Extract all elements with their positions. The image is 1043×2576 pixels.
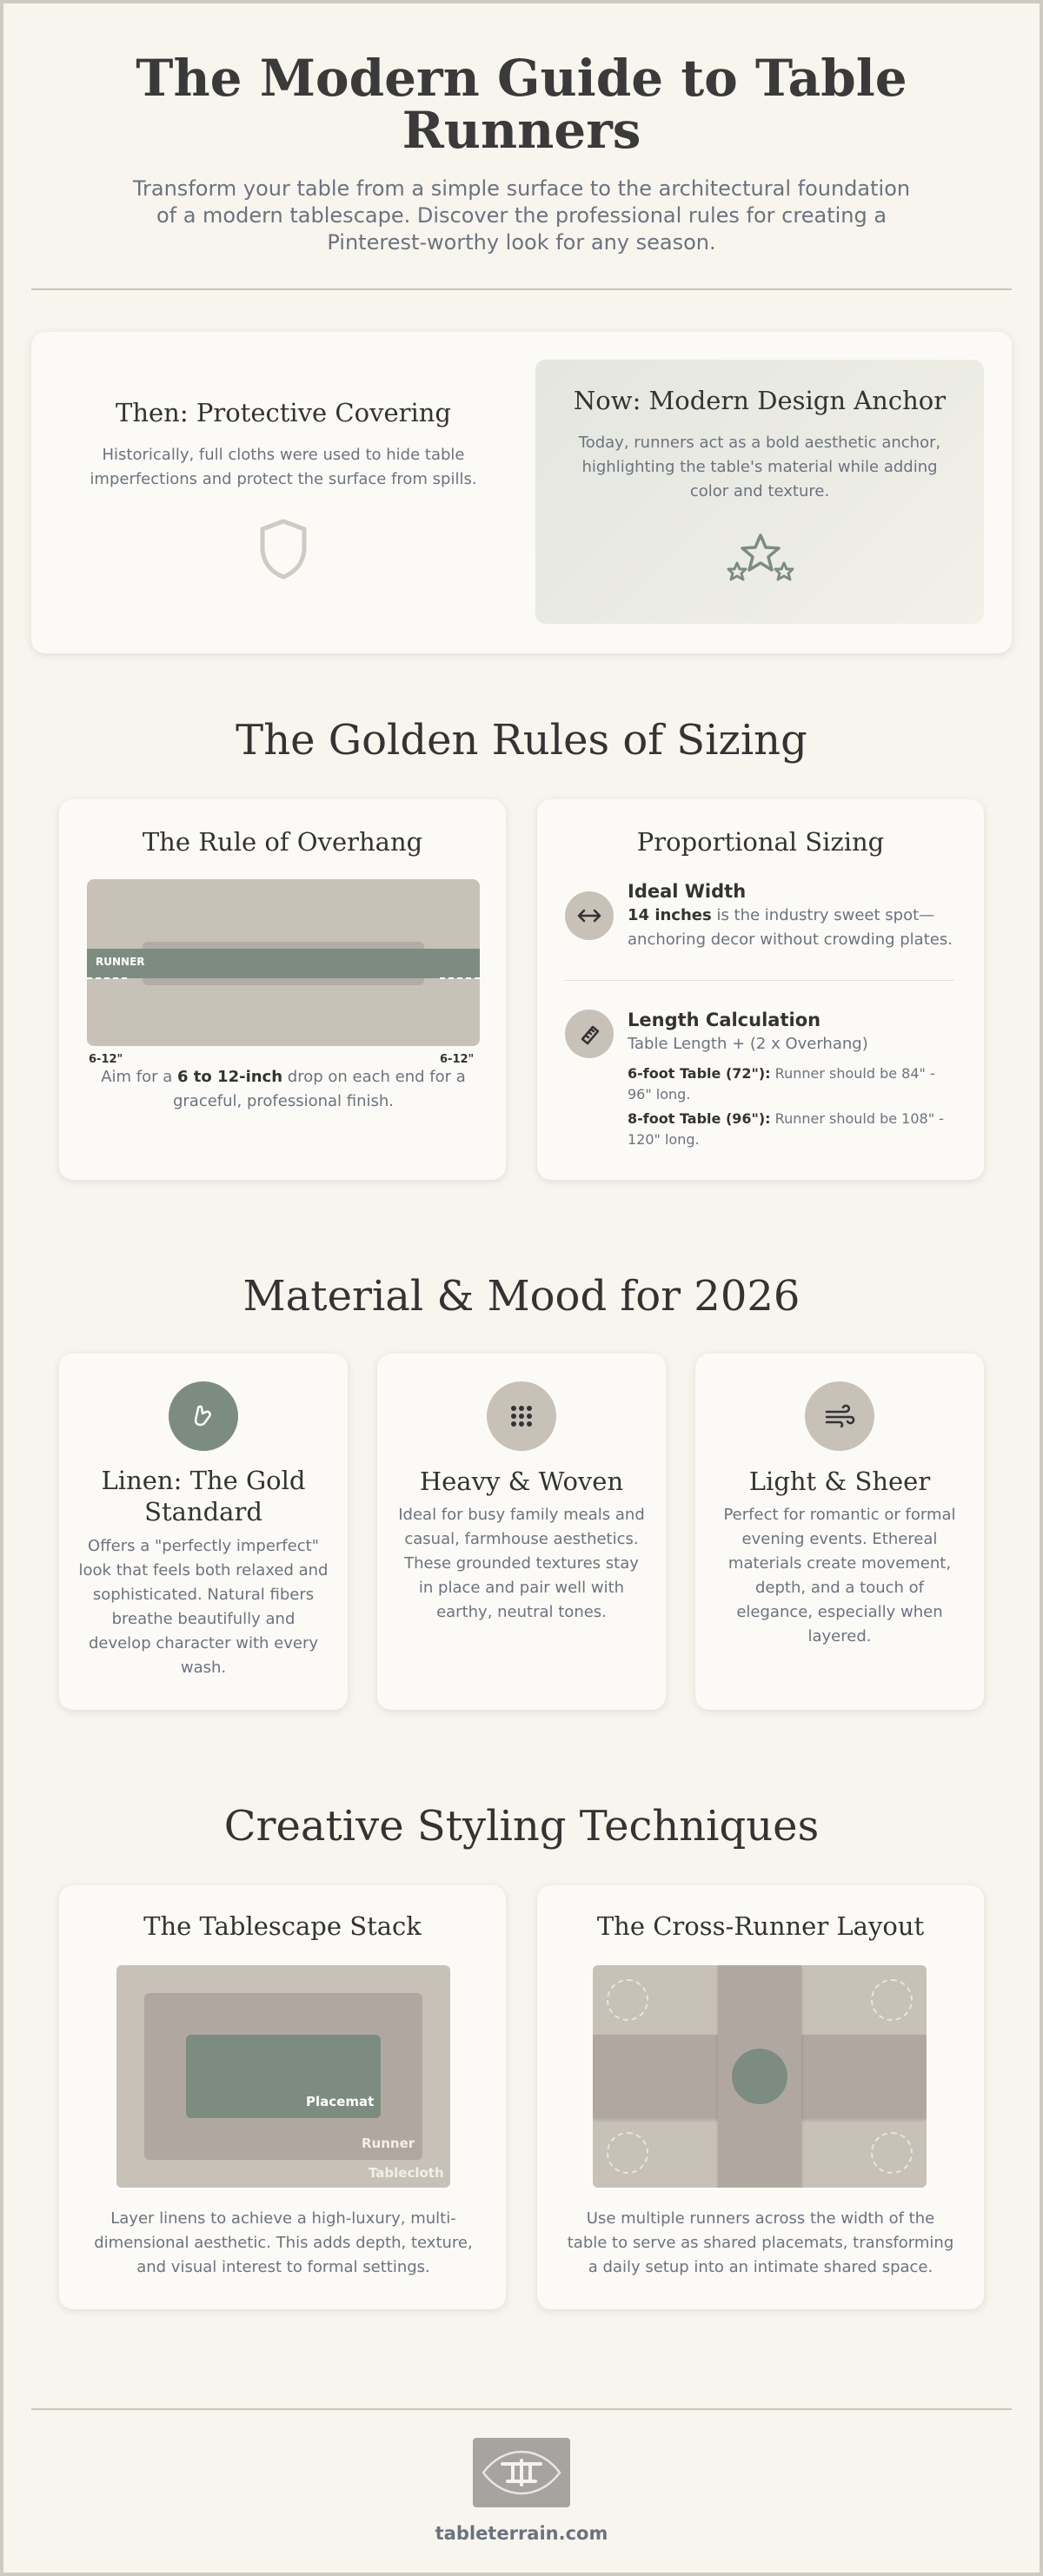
leaf-icon — [169, 1381, 238, 1451]
now-text: Today, runners act as a bold aesthetic anchor, highlighting the table's material while adding color and texture. — [578, 434, 941, 500]
plate-placeholder — [871, 1979, 913, 2021]
ruler-icon — [565, 1010, 614, 1058]
materials-title: Material & Mood for 2026 — [242, 1272, 801, 1321]
right-overhang-line — [440, 977, 480, 979]
length-formula: Table Length + (2 x Overhang) — [628, 1035, 868, 1053]
plate-placeholder — [871, 2132, 913, 2174]
runner-shape — [87, 949, 480, 978]
width-arrows-icon — [565, 891, 614, 940]
left-overhang-label: 6-12" — [89, 1053, 123, 1066]
page-header — [0, 49, 1043, 256]
placemat-label: Placemat — [306, 2094, 375, 2109]
page-title: The Modern Guide to Table Runners — [136, 49, 907, 160]
proportional-divider — [565, 980, 954, 981]
then-title: Then: Protective Covering — [115, 398, 451, 427]
stack-title: The Tablescape Stack — [143, 1911, 422, 1941]
tablecloth-label: Tablecloth — [369, 2165, 444, 2181]
sheer-title: Light & Sheer — [748, 1467, 931, 1496]
now-title: Now: Modern Design Anchor — [573, 386, 947, 415]
stack-text: Layer linens to achieve a high-luxury, multi-dimensional aesthetic. This adds depth, texture, and visual interest to formal settings. — [94, 2209, 473, 2276]
cross-text: Use multiple runners across the width of the table to serve as shared placemats, transforming a daily setup into an intimate shared space. — [567, 2209, 954, 2276]
right-overhang-label: 6-12" — [440, 1053, 475, 1066]
stars-icon — [725, 532, 796, 587]
width-heading: Ideal Width — [628, 881, 747, 902]
plate-placeholder — [607, 2132, 648, 2174]
overhang-text: Aim for a 6 to 12-inch drop on each end for a graceful, professional finish. — [101, 1068, 466, 1110]
page-subtitle: Transform your table from a simple surface to the architectural foundation of a modern tablescape. Discover the professional rules for creating a Pinterest-worthy look for any season. — [132, 176, 911, 255]
linen-title: Linen: The Gold Standard — [101, 1466, 306, 1526]
length-example-8ft: 8-foot Table (96"): Runner should be 108" - 120" long. — [628, 1110, 944, 1148]
runner-label: RUNNER — [96, 956, 145, 968]
centerpiece — [732, 2049, 787, 2104]
tableterrain-logo — [473, 2438, 570, 2507]
width-text: 14 inches is the industry sweet spot—anchoring decor without crowding plates. — [628, 906, 953, 949]
site-link[interactable]: tableterrain.com — [435, 2523, 608, 2544]
then-text: Historically, full cloths were used to hide table imperfections and protect the surface from spills. — [90, 446, 477, 488]
cross-title: The Cross-Runner Layout — [596, 1911, 925, 1941]
length-heading: Length Calculation — [628, 1010, 821, 1030]
footer-divider — [31, 2408, 1012, 2410]
sizing-title: The Golden Rules of Sizing — [236, 716, 807, 765]
runner-layer-label: Runner — [362, 2136, 415, 2151]
proportional-title: Proportional Sizing — [636, 827, 885, 857]
plate-placeholder — [607, 1979, 648, 2021]
wind-icon — [805, 1381, 874, 1451]
linen-text: Offers a "perfectly imperfect" look that feels both relaxed and sophisticated. Natural fibers breathe beautifully and develop character with every wash. — [78, 1537, 329, 1677]
shield-icon — [257, 518, 309, 584]
left-overhang-line — [87, 977, 127, 979]
length-example-6ft: 6-foot Table (72"): Runner should be 84" - 96" long. — [628, 1065, 935, 1103]
divider — [31, 288, 1012, 290]
overhang-title: The Rule of Overhang — [142, 827, 423, 857]
styling-title: Creative Styling Techniques — [223, 1802, 820, 1851]
sheer-text: Perfect for romantic or formal evening events. Ethereal materials create movement, depth, and a touch of elegance, especially when layered. — [723, 1506, 956, 1646]
grid-dots-icon — [487, 1381, 556, 1451]
woven-title: Heavy & Woven — [419, 1467, 624, 1496]
cross-table — [593, 1965, 927, 2188]
woven-text: Ideal for busy family meals and casual, farmhouse aesthetics. These grounded textures stay in place and pair well with earthy, neutral tones. — [398, 1506, 645, 1621]
